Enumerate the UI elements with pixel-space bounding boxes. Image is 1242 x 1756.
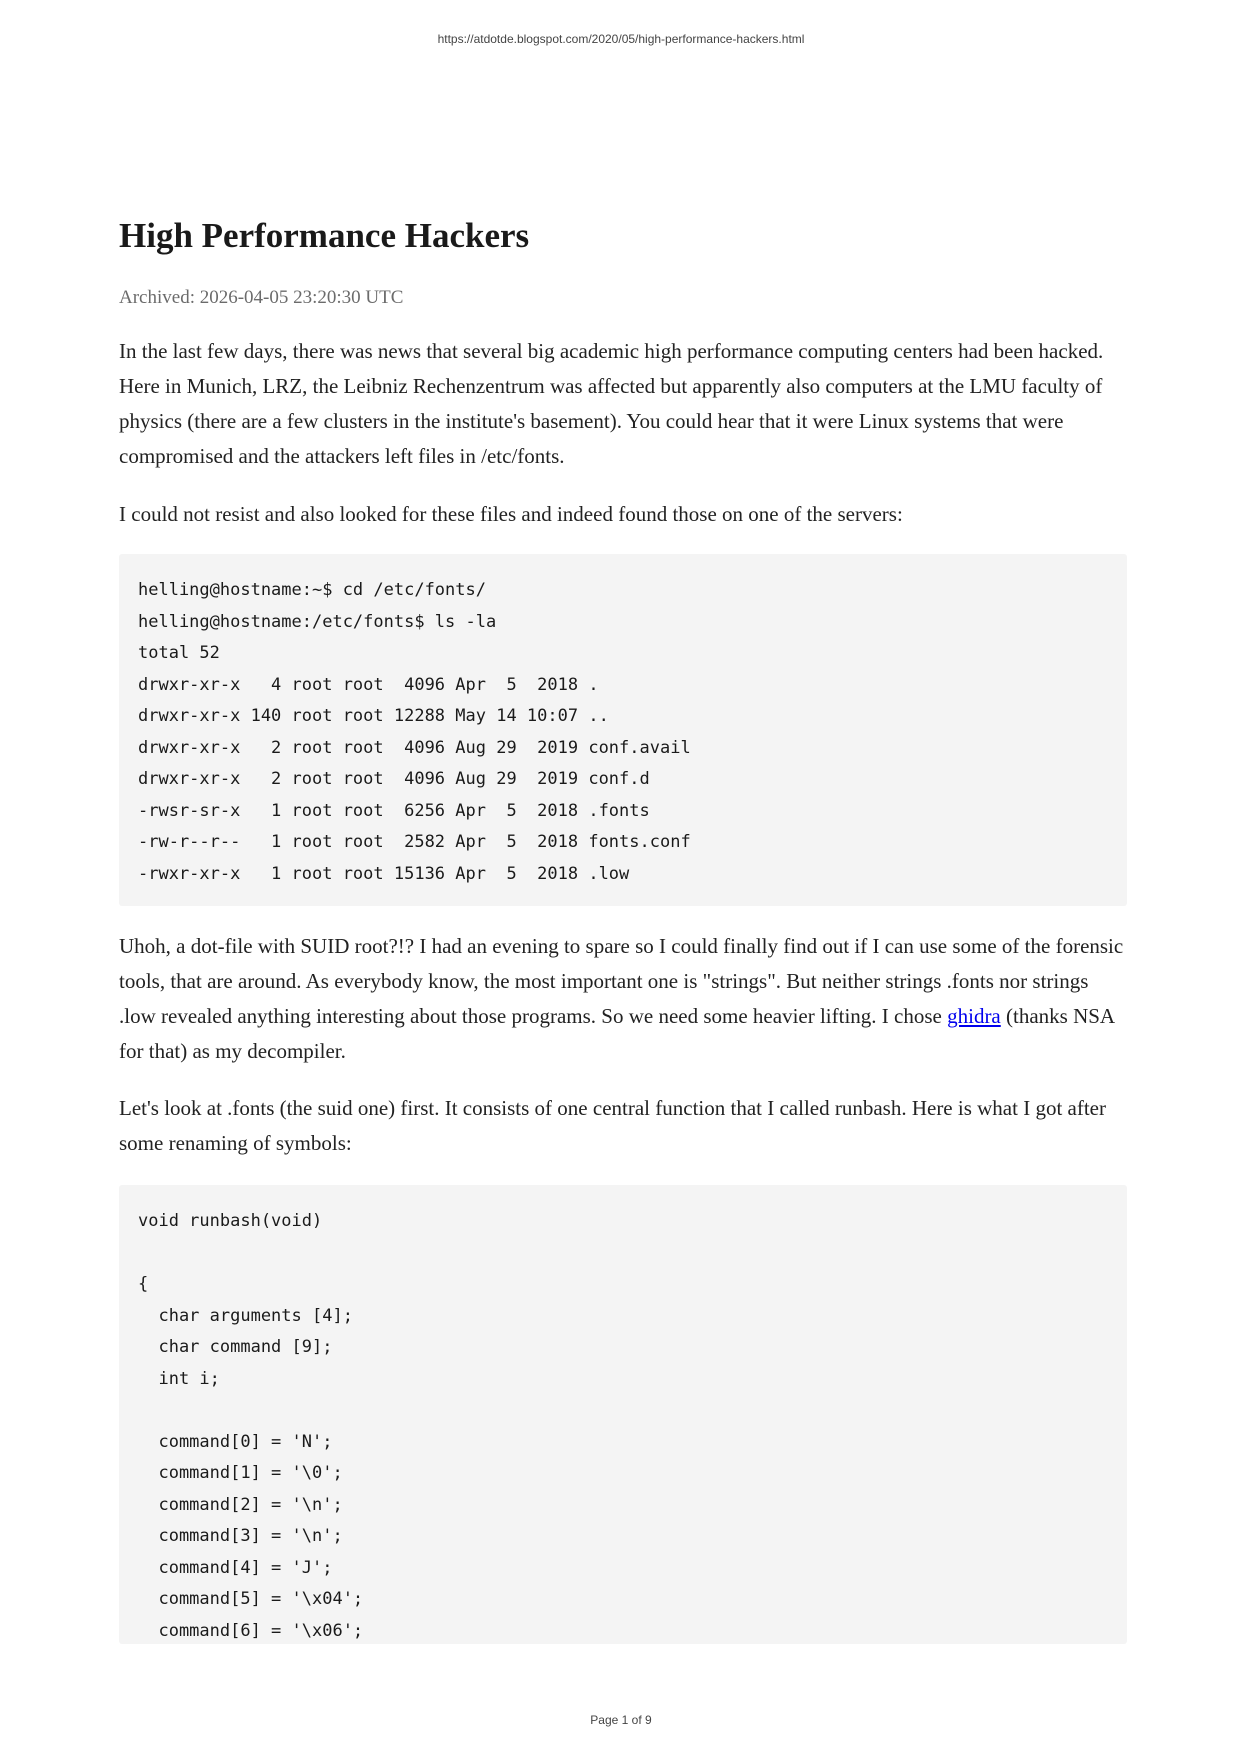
code-line: drwxr-xr-x 2 root root 4096 Aug 29 2019 conf.avail: [138, 737, 691, 758]
archived-timestamp: Archived: 2026-04-05 23:20:30 UTC: [119, 287, 404, 308]
source-url: https://atdotde.blogspot.com/2020/05/high-performance-hackers.html: [437, 32, 805, 46]
code-line: command[2] = '\n';: [138, 1494, 343, 1515]
paragraph-found-files: I could not resist and also looked for these files and indeed found those on one of the servers:: [119, 502, 903, 526]
code-line: command[4] = 'J';: [138, 1557, 333, 1578]
code-block-runbash: [119, 1185, 1127, 1644]
code-line: [138, 1395, 1108, 1427]
paragraph-runbash-intro: Let's look at .fonts (the suid one) first. It consists of one central function that I called runbash. Here is what I got after some renaming of symbols:: [119, 1096, 1106, 1155]
code-line: command[0] = 'N';: [138, 1431, 333, 1452]
code-line: [138, 1238, 1108, 1270]
code-line: -rwsr-sr-x 1 root root 6256 Apr 5 2018 .fonts: [138, 800, 650, 821]
paragraph-intro: In the last few days, there was news that several big academic high performance computing centers had been hacked. Here in Munich, LRZ, the Leibniz Rechenzentrum was affected but apparently also computers at the LMU faculty of physics (there are a few clusters in the institute's basement). You could hear that it were Linux systems that were compromised and the attackers left files in /etc/fonts.: [119, 339, 1104, 468]
code-line: command[3] = '\n';: [138, 1526, 343, 1546]
code-line: command[1] = '\0';: [138, 1463, 343, 1483]
code-line: -rw-r--r-- 1 root root 2582 Apr 5 2018 fonts.conf: [138, 832, 691, 852]
code-line: drwxr-xr-x 140 root root 12288 May 14 10:07 ..: [138, 706, 609, 726]
code-line: command[6] = '\x06';: [138, 1620, 364, 1641]
paragraph-suid-text-after: (thanks NSA for that) as my decompiler.: [119, 1004, 1114, 1063]
code-line: drwxr-xr-x 4 root root 4096 Apr 5 2018 .: [138, 674, 599, 695]
code-line: char command [9];: [138, 1337, 333, 1357]
code-line: total 52: [138, 643, 220, 663]
code-line: helling@hostname:~$ cd /etc/fonts/: [138, 580, 486, 600]
code-line: helling@hostname:/etc/fonts$ ls -la: [138, 611, 497, 632]
code-line: command[5] = '\x04';: [138, 1589, 364, 1609]
code-line: {: [138, 1274, 149, 1294]
article-title: High Performance Hackers: [119, 216, 530, 255]
code-line: int i;: [138, 1368, 220, 1389]
paragraph-suid-analysis: [119, 929, 1127, 1069]
code-line: char arguments [4];: [138, 1305, 353, 1326]
page-number: Page 1 of 9: [590, 1713, 652, 1727]
code-line: -rwxr-xr-x 1 root root 15136 Apr 5 2018 .low: [138, 863, 630, 884]
code-block-ls-output: [119, 554, 1127, 906]
paragraph-suid-text-before: Uhoh, a dot-file with SUID root?!? I had an evening to spare so I could finally find out if I can use some of the forensic tools, that are around. As everybody know, the most important one is "strings". But neither strings .fonts nor strings .low revealed anything interesting about those programs. So we need some heavier lifting. I chose: [119, 934, 1124, 1028]
ghidra-link[interactable]: ghidra: [947, 1004, 1001, 1028]
code-line: drwxr-xr-x 2 root root 4096 Aug 29 2019 conf.d: [138, 769, 650, 789]
code-line: void runbash(void): [138, 1211, 323, 1231]
